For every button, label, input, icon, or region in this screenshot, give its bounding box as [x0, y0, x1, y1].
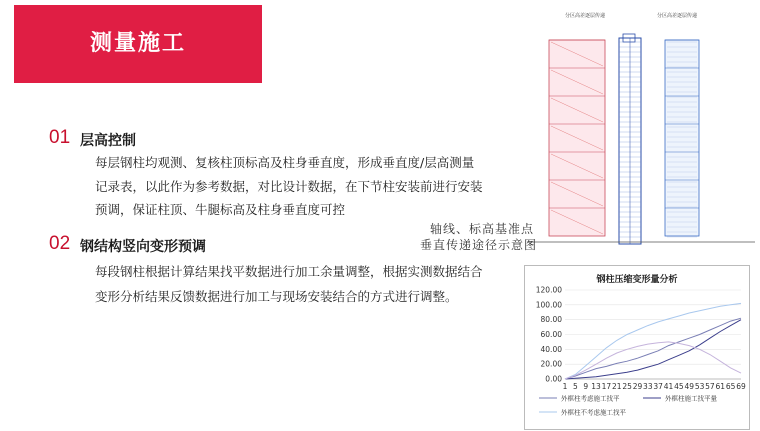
series-line-0: [565, 318, 741, 379]
diagram-caption-line-2: 垂直传递途径示意图: [420, 238, 538, 252]
x-tick-label: 49: [684, 382, 695, 391]
section-1-line-1: 每层钢柱均观测、复核柱顶标高及柱身垂直度，形成垂直度/层高测量: [95, 155, 475, 170]
x-tick-label: 53: [694, 382, 705, 391]
y-tick-label: 0.00: [545, 374, 562, 384]
x-tick-label: 41: [663, 382, 674, 391]
x-tick-label: 9: [583, 382, 589, 391]
legend-label: 外框柱不考虑施工找平: [561, 408, 626, 417]
x-tick-label: 13: [591, 382, 601, 391]
section-1-line-2: 记录表，以此作为参考数据，对比设计数据，在下节柱安装前进行安装: [95, 179, 483, 194]
legend-label: 外框柱施工找平量: [665, 394, 717, 403]
x-tick-label: 29: [632, 382, 643, 391]
x-tick-label: 69: [736, 382, 746, 391]
deformation-chart: [524, 265, 750, 430]
section-2-line-2: 变形分析结果反馈数据进行加工与现场安装结合的方式进行调整。: [95, 289, 458, 304]
x-tick-label: 65: [725, 382, 736, 391]
building-elevation-diagram: [527, 8, 755, 246]
x-tick-label: 1: [562, 382, 568, 391]
x-tick-label: 5: [572, 382, 578, 391]
section-1-line-3: 预调，保证柱顶、牛腿标高及柱身垂直度可控: [95, 202, 346, 217]
y-tick-label: 80.00: [540, 315, 562, 325]
legend-label: 外框柱考虑施工找平: [561, 394, 620, 403]
x-tick-label: 57: [705, 382, 715, 391]
section-2-heading: 钢结构竖向变形预调: [80, 239, 206, 255]
chart-plot: [525, 266, 749, 429]
y-tick-label: 120.00: [535, 285, 562, 295]
y-tick-label: 20.00: [540, 359, 562, 369]
diagram-left-label: 分区高差逐层传递: [565, 13, 606, 19]
chart-title: 钢柱压缩变形量分析: [596, 275, 678, 285]
x-tick-label: 33: [643, 382, 653, 391]
series-line-2: [565, 303, 741, 379]
page-title: 测量施工: [89, 31, 186, 56]
y-tick-label: 60.00: [540, 330, 562, 339]
diagram-caption-line-1: 轴线、标高基准点: [430, 222, 535, 236]
x-tick-label: 61: [715, 382, 726, 391]
section-1-number: 01: [49, 127, 71, 148]
section-2-number: 02: [49, 233, 71, 254]
diagram-right-label: 分区高差逐层传递: [657, 13, 698, 19]
section-2-line-1: 每段钢柱根据计算结果找平数据进行加工余量调整，根据实测数据结合: [95, 264, 483, 279]
y-tick-label: 100.00: [535, 300, 562, 310]
x-tick-label: 17: [601, 382, 612, 391]
y-tick-label: 40.00: [540, 344, 562, 354]
x-tick-label: 21: [611, 382, 622, 391]
x-tick-label: 25: [622, 382, 632, 391]
section-1-heading: 层高控制: [80, 133, 136, 149]
title-banner: [14, 5, 262, 83]
x-tick-label: 37: [653, 382, 663, 391]
x-tick-label: 45: [674, 382, 684, 391]
